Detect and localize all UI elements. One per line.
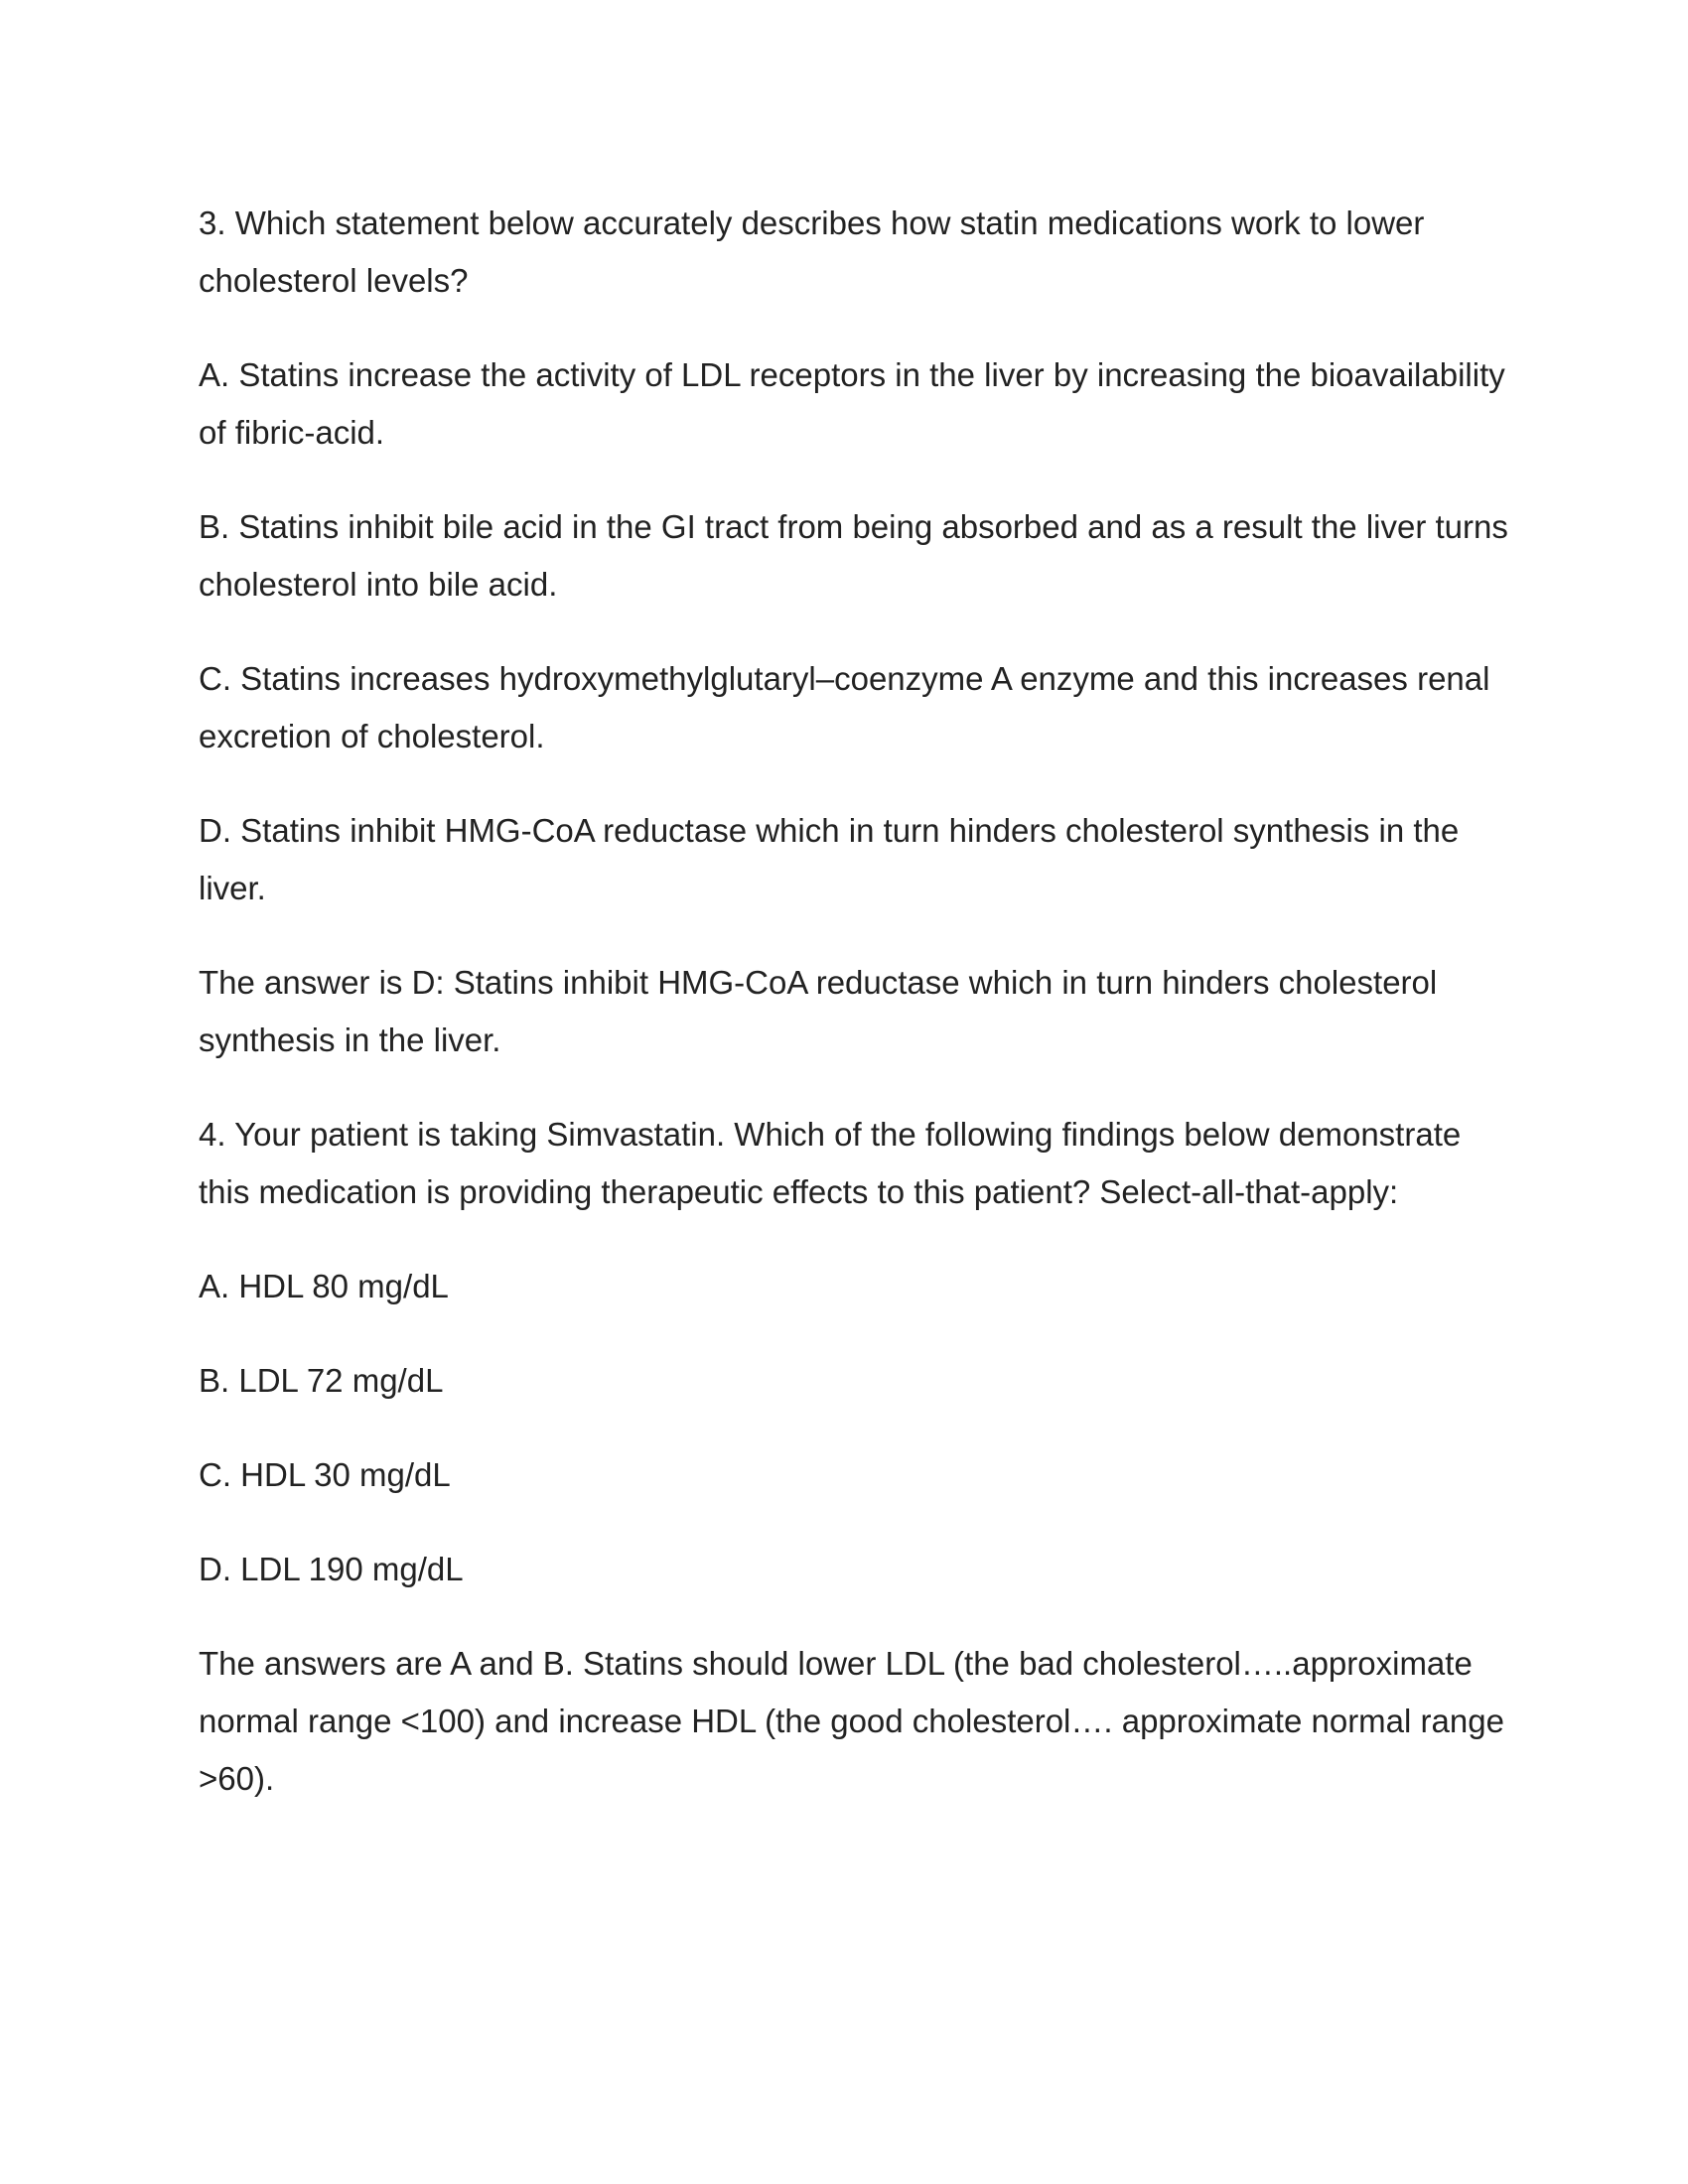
question-3-answer: The answer is D: Statins inhibit HMG-CoA reductase which in turn hinders cholesterol synthesis in the liver.	[199, 964, 1438, 1058]
question-4-answer: The answers are A and B. Statins should lower LDL (the bad cholesterol…..approximate normal range <100) and increase HDL (the good cholesterol…. approximate normal range >60).	[199, 1645, 1504, 1797]
question-4-option-c: C. HDL 30 mg/dL	[199, 1456, 451, 1493]
question-3	[199, 195, 1509, 1069]
question-3-option-d: D. Statins inhibit HMG-CoA reductase which in turn hinders cholesterol synthesis in the liver.	[199, 812, 1460, 906]
question-4-option-d: D. LDL 190 mg/dL	[199, 1551, 464, 1587]
question-3-option-c: C. Statins increases hydroxymethylglutaryl–coenzyme A enzyme and this increases renal excretion of cholesterol.	[199, 660, 1490, 754]
question-3-option-a: A. Statins increase the activity of LDL receptors in the liver by increasing the bioavailability of fibric-acid.	[199, 356, 1505, 451]
question-3-option-b: B. Statins inhibit bile acid in the GI tract from being absorbed and as a result the liver turns cholesterol into bile acid.	[199, 508, 1508, 603]
question-4	[199, 1106, 1509, 1808]
question-3-text: 3. Which statement below accurately describes how statin medications work to lower cholesterol levels?	[199, 205, 1425, 299]
question-4-option-a: A. HDL 80 mg/dL	[199, 1268, 449, 1304]
document-page	[199, 195, 1509, 1844]
question-4-text: 4. Your patient is taking Simvastatin. Which of the following findings below demonstrate this medication is providing therapeutic effects to this patient? Select-all-that-apply:	[199, 1116, 1462, 1210]
question-4-option-b: B. LDL 72 mg/dL	[199, 1362, 444, 1399]
